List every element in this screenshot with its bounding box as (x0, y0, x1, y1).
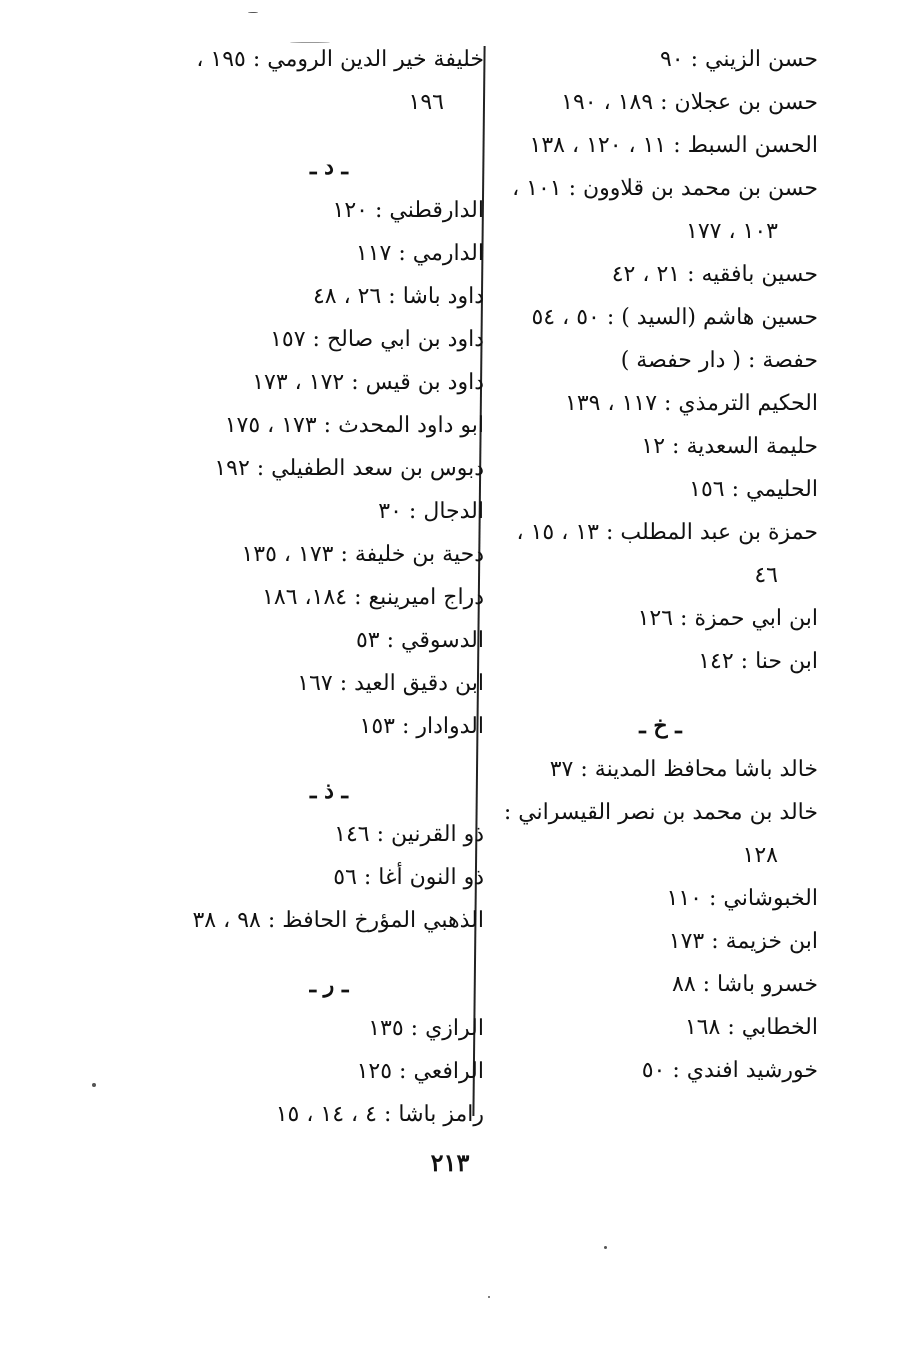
index-entry: الرازي : ١٣٥ (368, 1016, 484, 1041)
index-entry: الدجال : ٣٠ (378, 499, 484, 524)
index-entry: ابن دقيق العيد : ١٦٧ (297, 671, 484, 696)
index-entry: حمزة بن عبد المطلب : ١٣ ، ١٥ ، (516, 520, 818, 545)
index-entry: رامز باشا : ٤ ، ١٤ ، ١٥ (275, 1102, 484, 1127)
right-column (483, 38, 818, 1092)
scan-speck (92, 1083, 96, 1087)
index-entry: الدسوقي : ٥٣ (355, 628, 484, 653)
index-entry: الذهبي المؤرخ الحافظ : ٩٨ ، ٣٨ (192, 908, 484, 933)
index-entry-continuation: ١٠٣ ، ١٧٧ (686, 219, 778, 244)
index-entry: ابن حنا : ١٤٢ (698, 649, 818, 674)
section-header-dh: ـ ذ ـ (309, 778, 348, 804)
index-entry: داود بن قيس : ١٧٢ ، ١٧٣ (252, 370, 484, 395)
index-entry-continuation: ١٩٦ (408, 90, 444, 115)
section-header-r: ـ ر ـ (309, 972, 349, 998)
index-entry: حسين بافقيه : ٢١ ، ٤٢ (611, 262, 818, 287)
index-entry: ابو داود المحدث : ١٧٣ ، ١٧٥ (224, 413, 484, 438)
index-entry: ابن خزيمة : ١٧٣ (668, 929, 818, 954)
index-entry: دبوس بن سعد الطفيلي : ١٩٢ (214, 456, 484, 481)
left-column (154, 38, 484, 1136)
index-entry: دحية بن خليفة : ١٧٣ ، ١٣٥ (241, 542, 484, 567)
index-entry: حسن بن محمد بن قلاوون : ١٠١ ، (512, 176, 818, 201)
index-entry: خليفة خير الدين الرومي : ١٩٥ ، (196, 47, 484, 72)
index-entry-continuation: ١٢٨ (742, 843, 778, 868)
index-entry: الحسن السبط : ١١ ، ١٢٠ ، ١٣٨ (529, 133, 818, 158)
page-number: ٢١٣ (430, 1148, 470, 1177)
index-entry: خالد باشا محافظ المدينة : ٣٧ (549, 757, 818, 782)
index-entry: الدوادار : ١٥٣ (359, 714, 484, 739)
index-entry: حفصة : ( دار حفصة ) (620, 348, 818, 373)
index-entry: الدارمي : ١١٧ (355, 241, 484, 266)
index-entry: خسرو باشا : ٨٨ (672, 972, 818, 997)
scan-speck (488, 1296, 490, 1298)
index-entry: خورشيد افندي : ٥٠ (641, 1058, 818, 1083)
scan-speck (290, 42, 330, 43)
index-entry: الخبوشاني : ١١٠ (666, 886, 818, 911)
index-entry: داود بن ابي صالح : ١٥٧ (270, 327, 484, 352)
index-entry: الخطابي : ١٦٨ (684, 1015, 818, 1040)
index-entry: الحكيم الترمذي : ١١٧ ، ١٣٩ (565, 391, 818, 416)
index-entry: الدارقطني : ١٢٠ (332, 198, 484, 223)
index-entry: ابن ابي حمزة : ١٢٦ (637, 606, 818, 631)
index-entry: دراج اميرينبع : ١٨٤، ١٨٦ (262, 585, 484, 610)
index-entry: الحليمي : ١٥٦ (689, 477, 818, 502)
scan-speck (604, 1246, 607, 1249)
section-header-kh: ـ خ ـ (639, 713, 682, 739)
index-entry: حسن الزيني : ٩٠ (659, 47, 818, 72)
index-entry: حسين هاشم (السيد ) : ٥٠ ، ٥٤ (531, 305, 818, 330)
section-header-d: ـ د ـ (309, 154, 348, 180)
index-entry: داود باشا : ٢٦ ، ٤٨ (312, 284, 484, 309)
index-entry: حسن بن عجلان : ١٨٩ ، ١٩٠ (561, 90, 818, 115)
index-entry: ذو القرنين : ١٤٦ (334, 822, 484, 847)
index-entry: حليمة السعدية : ١٢ (641, 434, 818, 459)
index-entry: خالد بن محمد بن نصر القيسراني : (503, 800, 818, 825)
index-entry-continuation: ٤٦ (754, 563, 778, 588)
index-entry: الرافعي : ١٢٥ (356, 1059, 484, 1084)
index-entry: ذو النون أغا : ٥٦ (333, 865, 484, 890)
scan-speck (248, 12, 258, 13)
